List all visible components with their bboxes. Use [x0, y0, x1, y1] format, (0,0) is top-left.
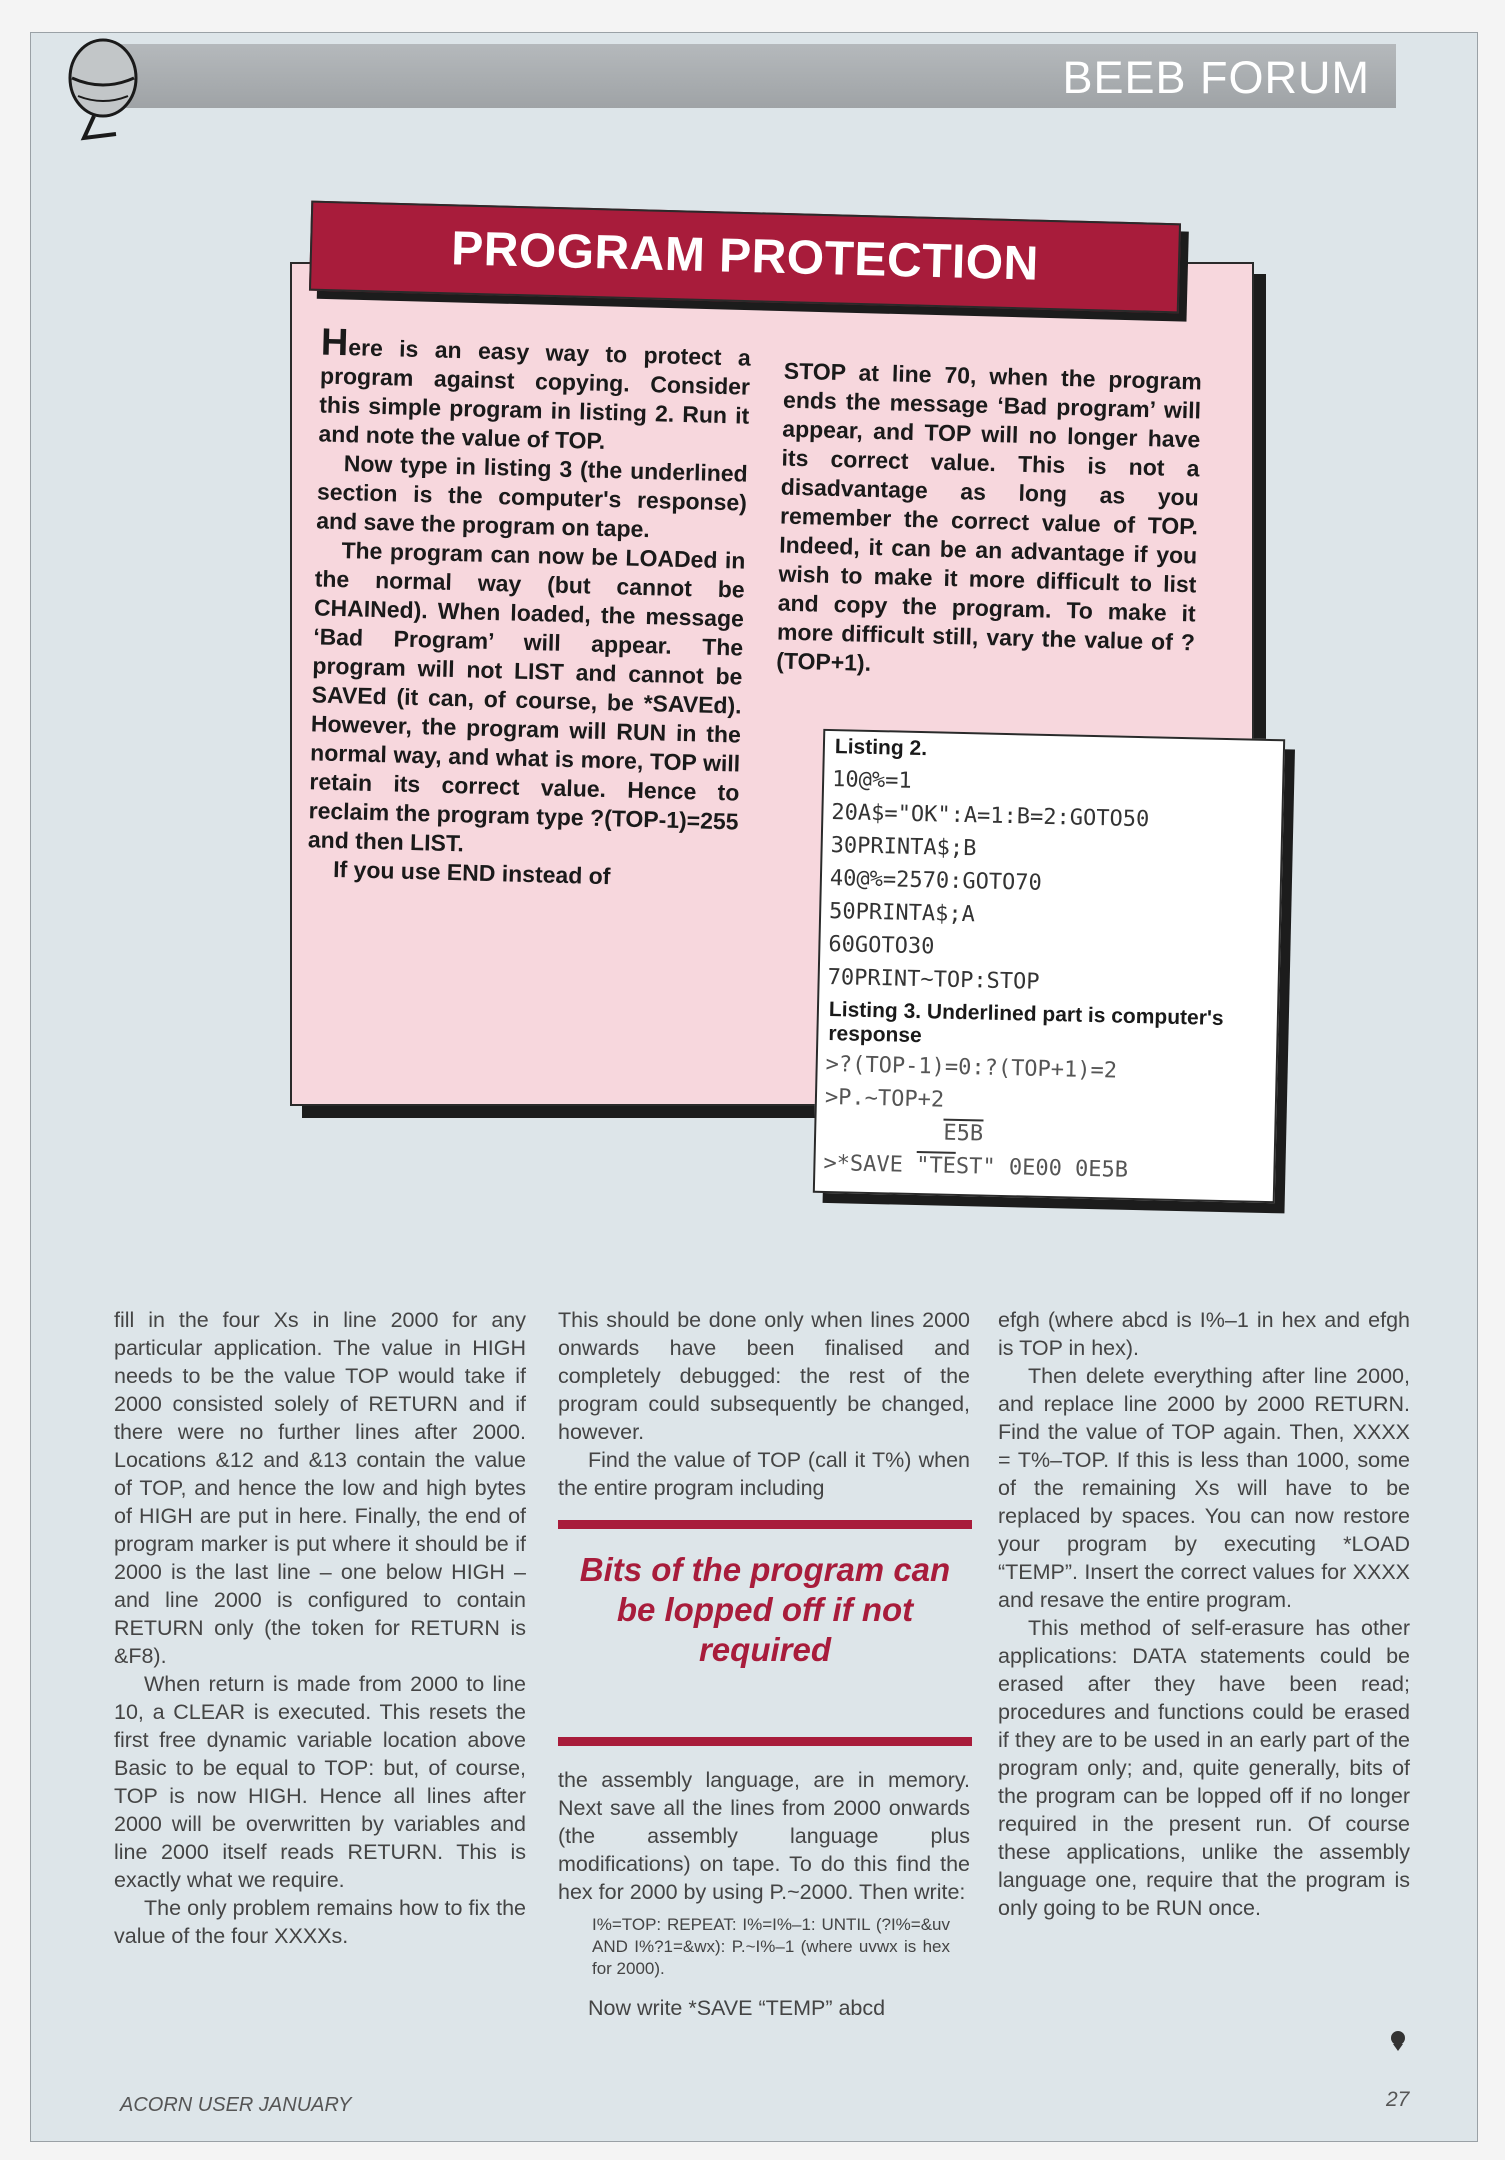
listing-box — [813, 729, 1285, 1203]
article-right-column — [776, 357, 1202, 687]
listing2-line: 50PRINTA$;A — [828, 899, 976, 928]
pull-quote-rule — [558, 1737, 972, 1746]
article-paragraph: STOP at line 70, when the program ends the message ‘Bad program’ will appear, and TOP will no longer have its correct value. This is not a disadvantage as long as you remember the correct value of TOP. Indeed, it can be an advantage if you wish to make it more difficult to list and copy the program. To make it more difficult still, vary the value of ?(TOP+1). — [775, 357, 1203, 676]
section-header-bar — [110, 44, 1396, 108]
body-paragraph: Find the value of TOP (call it T%) when the entire program including — [558, 1448, 970, 1500]
listing2-line: 10@%=1 — [831, 767, 912, 794]
body-paragraph: Then delete everything after line 2000, and replace line 2000 by 2000 RETURN. Find the value of TOP again. Then, XXXX = T%–TOP. If this is less than 1000, some of the remaining Xs will have to be replaced by spaces. You can now restore your program by executing *LOAD “TEMP”. Insert the correct values for XXXX and resave the entire program. — [998, 1364, 1410, 1612]
listing3-line: >?(TOP-1)=0:?(TOP+1)=2 — [825, 1051, 1118, 1084]
listing3-line: >P.~TOP+2 — [824, 1084, 945, 1113]
listing2-label: Listing 2. — [834, 735, 928, 761]
text-column-1 — [114, 1306, 526, 1950]
article-paragraph: If you use END instead of — [332, 855, 611, 890]
body-paragraph: the assembly language, are in memory. Next save all the lines from 2000 onwards (the assembly language plus modifications) on tape. To do this find the hex for 2000 by using P.~2000. Then write: — [558, 1768, 970, 1904]
text-column-2-top — [558, 1306, 970, 1502]
article-title: PROGRAM PROTECTION — [450, 222, 1040, 291]
listing2-line: 60GOTO30 — [828, 931, 935, 960]
computer-response: E5B — [943, 1120, 984, 1147]
listing2-line: 20A$="OK":A=1:B=2:GOTO50 — [831, 800, 1150, 833]
article-left-column — [307, 321, 752, 894]
code-formula: I%=TOP: REPEAT: I%=I%–1: UNTIL (?I%=&uv AND I%?1=&wx): P.~I%–1 (where uvwx is hex for 2000). — [592, 1915, 950, 1978]
section-title: BEEB FORUM — [1062, 52, 1370, 103]
body-paragraph: This should be done only when lines 2000 onwards have been finalised and completely debugged: the rest of the program could subsequently be changed, however. — [558, 1308, 970, 1444]
article-paragraph: Now type in listing 3 (the underlined section is the computer's response) and save the program on tape. — [315, 450, 749, 543]
pull-quote-rule — [558, 1520, 972, 1529]
listing2-line: 40@%=2570:GOTO70 — [829, 866, 1043, 896]
owl-logo-icon — [66, 34, 140, 144]
body-paragraph: The only problem remains how to fix the value of the four XXXXs. — [114, 1896, 526, 1948]
pull-quote — [558, 1520, 972, 1746]
body-paragraph: When return is made from 2000 to line 10, a CLEAR is executed. This resets the first free dynamic variable location above Basic to be equal to TOP: but, of course, TOP is now HIGH. Hence all lines after 2000 will be overwritten by variables and line 2000 itself reads RETURN. This is exactly what we require. — [114, 1672, 526, 1892]
text-column-2-bottom — [558, 1766, 970, 2022]
footer-magazine-name: ACORN USER JANUARY — [120, 2094, 352, 2116]
footer-page-number: 27 — [1386, 2088, 1410, 2111]
listing3-label: Listing 3. Underlined part is computer's response — [828, 998, 1224, 1048]
listing2-line: 70PRINT~TOP:STOP — [827, 964, 1040, 995]
text-column-3 — [998, 1306, 1410, 1922]
body-paragraph: fill in the four Xs in line 2000 for any particular application. The value in HIGH needs to be the value TOP would take if 2000 consisted solely of RETURN and if there were no further lines after 2000. Locations &12 and &13 contain the value of TOP, and hence the low and high bytes of HIGH are put in here. Finally, the end of program marker is put where it should be if 2000 is the last line – one below HIGH – and line 2000 is configured to contain RETURN only (the token for RETURN is &F8). — [114, 1308, 526, 1668]
listing3-line: >*SAVE "TEST" 0E00 0E5B — [823, 1150, 1129, 1183]
body-paragraph: Now write *SAVE “TEMP” abcd — [588, 1996, 886, 2020]
listing2-line: 30PRINTA$;B — [830, 833, 977, 862]
article-paragraph: Here is an easy way to protect a program against copying. Consider this simple program in listing 2. Run it and note the value of TOP. — [318, 321, 752, 454]
body-paragraph: efgh (where abcd is I%–1 in hex and efgh is TOP in hex). — [998, 1308, 1410, 1360]
end-of-article-icon — [1390, 2030, 1406, 2052]
drop-cap: H — [320, 321, 349, 365]
body-paragraph: This method of self-erasure has other applications: DATA statements could be erased after they have been read; procedures and functions could be erased if they are to be used in an early part of the program only; and, quite generally, bits of the program can be lopped off if no longer required in the present run. Of course these applications, unlike the assembly language one, require that the program is only going to be RUN once. — [998, 1616, 1410, 1920]
article-paragraph: The program can now be LOADed in the normal way (but cannot be CHAINed). When loaded, the message ‘Bad Program’ will appear. The program will not LIST and cannot be SAVEd (it can, of course, be *SAVEd). However, the program will RUN in the normal way, and what is more, TOP will retain its correct value. Hence to reclaim the program type ?(TOP-1)=255 and then LIST. — [307, 537, 746, 857]
pull-quote-text: Bits of the program can be lopped off if not required — [579, 1551, 951, 1668]
